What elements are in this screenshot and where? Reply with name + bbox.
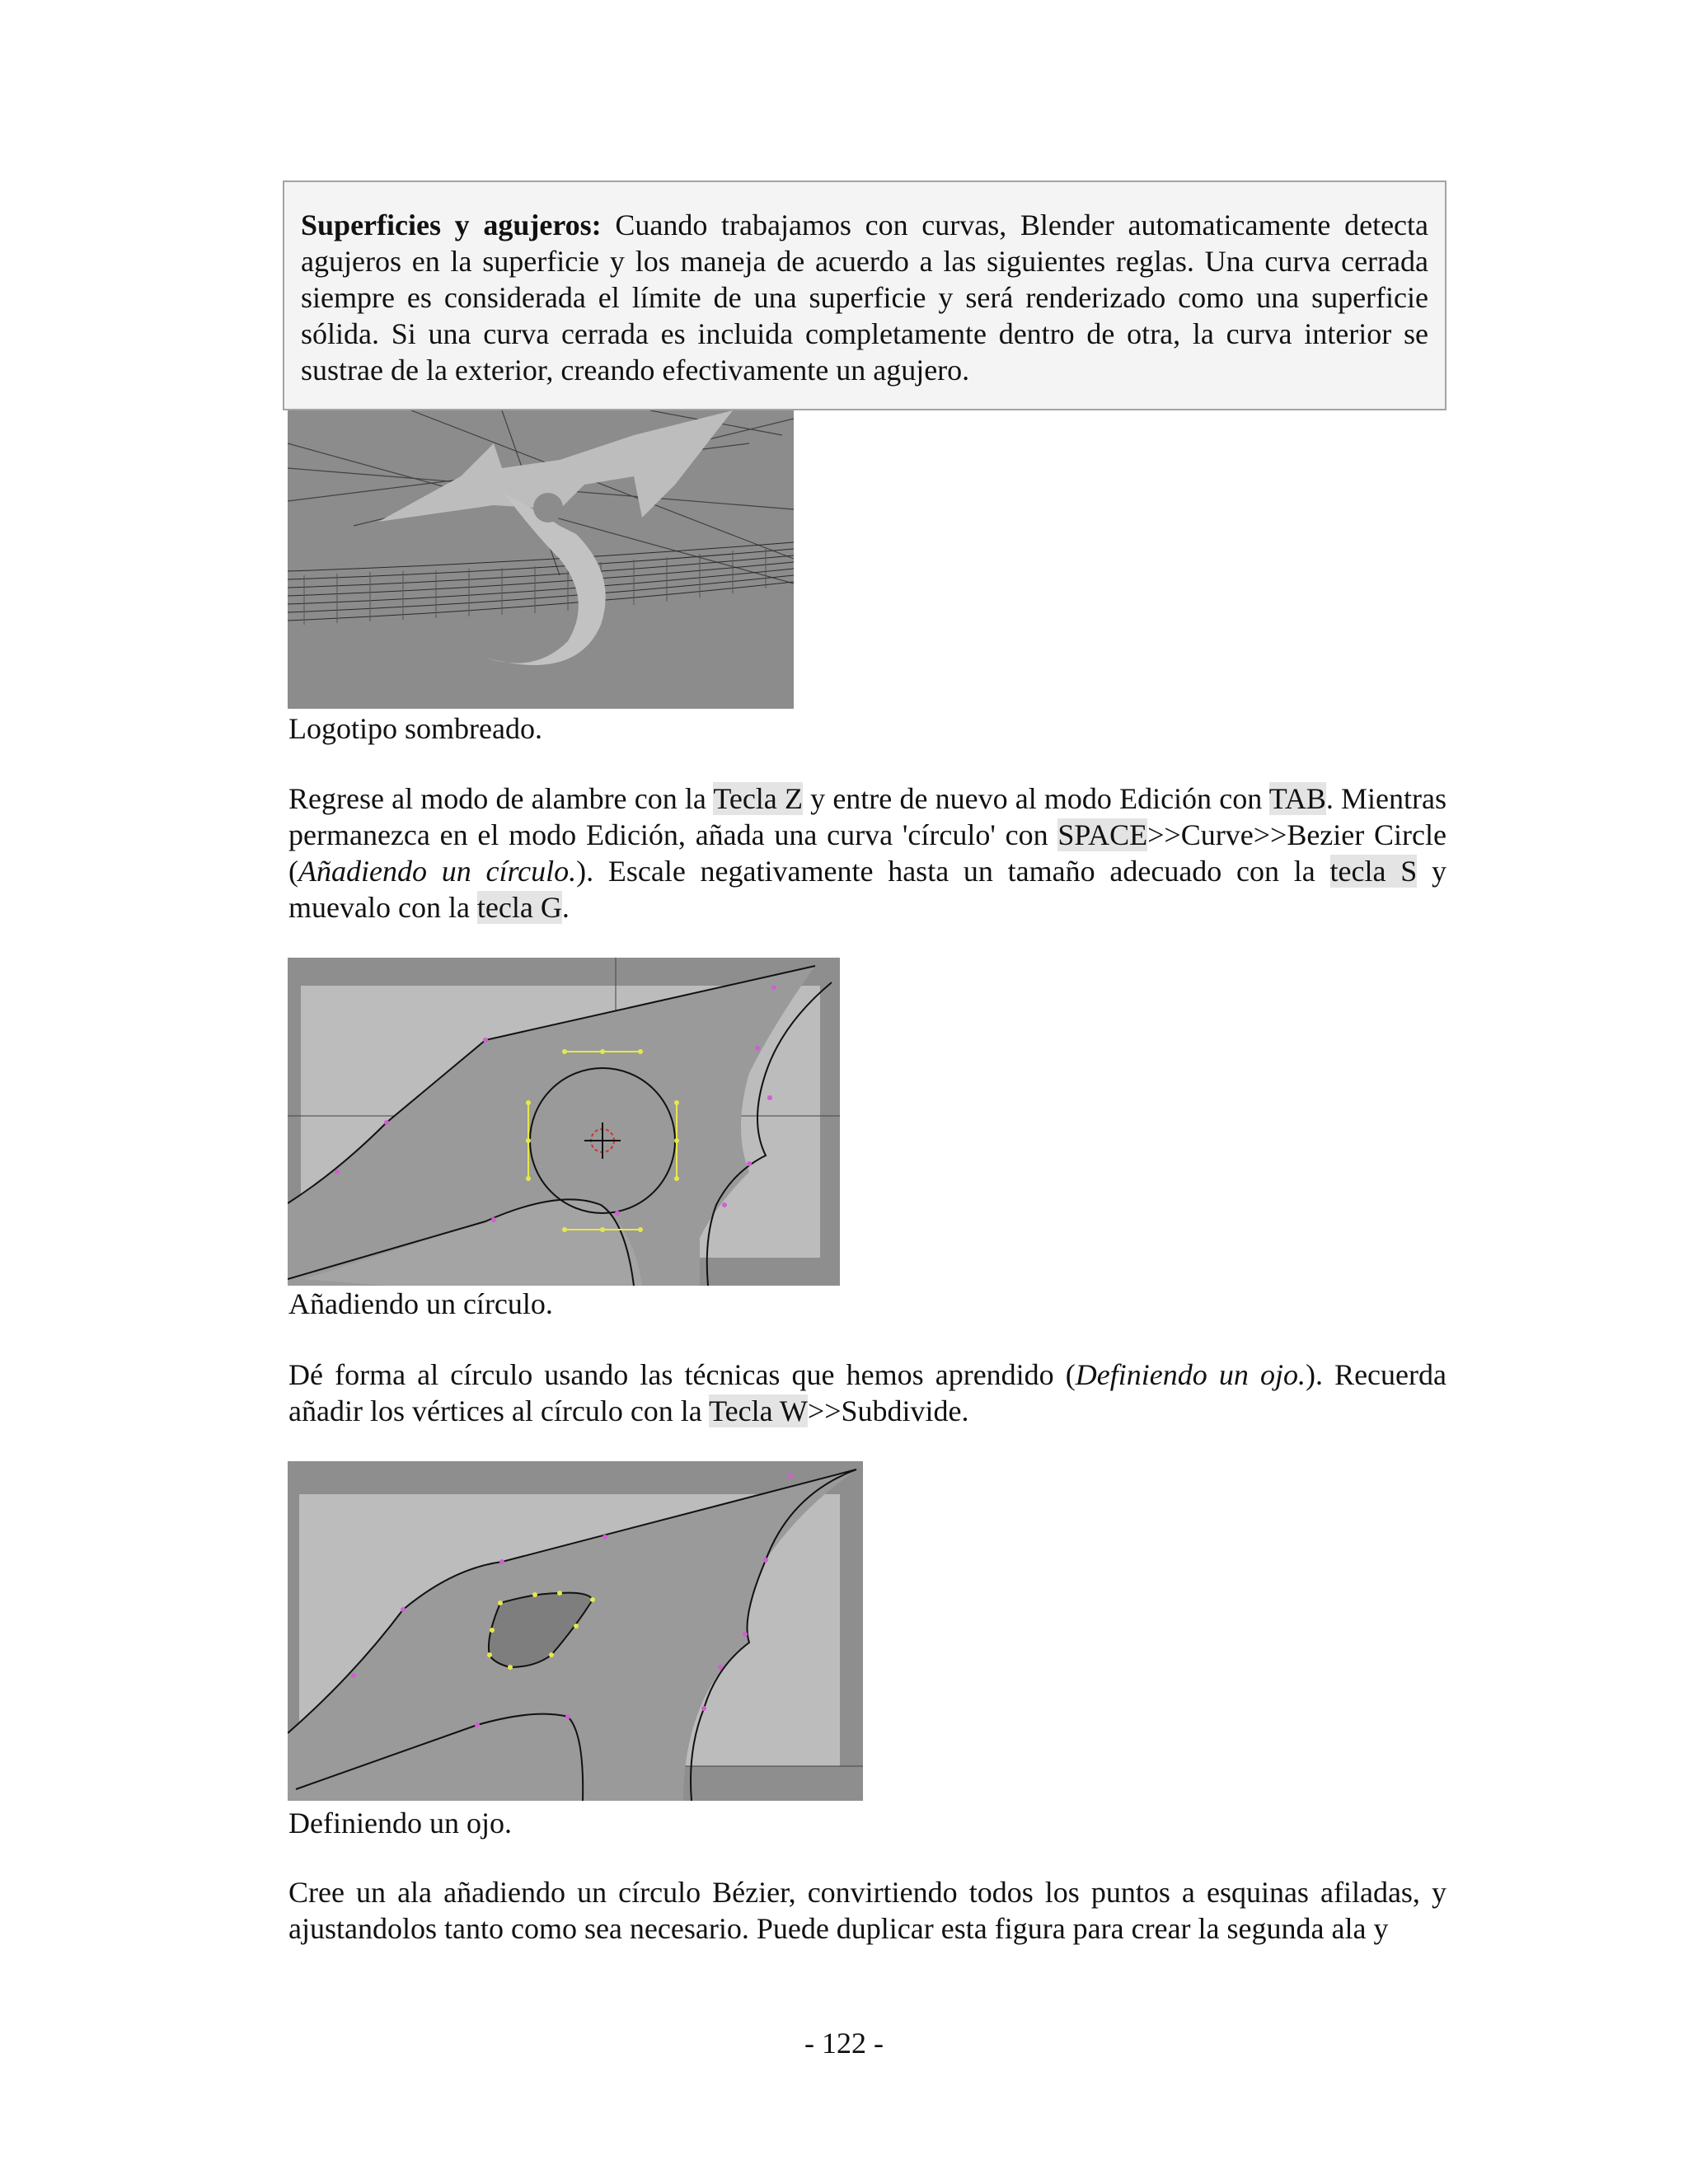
note-box <box>283 180 1447 410</box>
note-body: Cuando trabajamos con curvas, Blender automaticamente detecta agujeros en la superficie y los maneja de acuerdo a las siguientes reglas. Una curva cerrada siempre es considerada el límite de una superficie y será renderizado como una superficie sólida. Si una curva cerrada es incluida completamente dentro de otra, la curva interior se sustrae de la exterior, creando efectivamente un agujero. <box>301 209 1429 387</box>
figure-defining-eye <box>288 1461 863 1801</box>
key-reference: Tecla Z <box>713 782 803 815</box>
note-heading: Superficies y agujeros: <box>301 209 602 241</box>
figure-caption: Añadiendo un círculo. <box>288 1287 553 1320</box>
figure-reference: Añadiendo un círculo. <box>298 855 577 888</box>
key-reference: TAB <box>1268 782 1326 815</box>
key-reference: tecla G <box>476 891 562 924</box>
key-reference: tecla S <box>1329 855 1418 888</box>
figure-adding-circle <box>288 958 840 1286</box>
key-reference: Tecla W <box>709 1394 808 1427</box>
figure-caption: Definiendo un ojo. <box>288 1807 512 1840</box>
figure-caption: Logotipo sombreado. <box>288 712 542 745</box>
key-reference: SPACE <box>1057 818 1148 851</box>
figure-reference: Definiendo un ojo. <box>1075 1358 1306 1391</box>
paragraph: Cree un ala añadiendo un círculo Bézier, convirtiendo todos los puntos a esquinas afiladas, y ajustandolos tanto como sea necesario. Puede duplicar esta figura para crear la segunda ala y <box>288 1876 1447 1945</box>
paragraph: Regrese al modo de alambre con la Tecla Z y entre de nuevo al modo Edición con TAB. Mientras permanezca en el modo Edición, añada una curva 'círculo' con SPACE>>Curve>>Bezier Circle (Añadiendo un círculo.). Escale negativamente hasta un tamaño adecuado con la tecla S y muevalo con la tecla G. <box>288 782 1447 924</box>
paragraph: Dé forma al círculo usando las técnicas que hemos aprendido (Definiendo un ojo.). Recuerda añadir los vértices al círculo con la Tecla W>>Subdivide. <box>288 1358 1447 1427</box>
figure-shaded-logo <box>288 410 794 709</box>
page-number: - 122 - <box>804 2027 884 2060</box>
